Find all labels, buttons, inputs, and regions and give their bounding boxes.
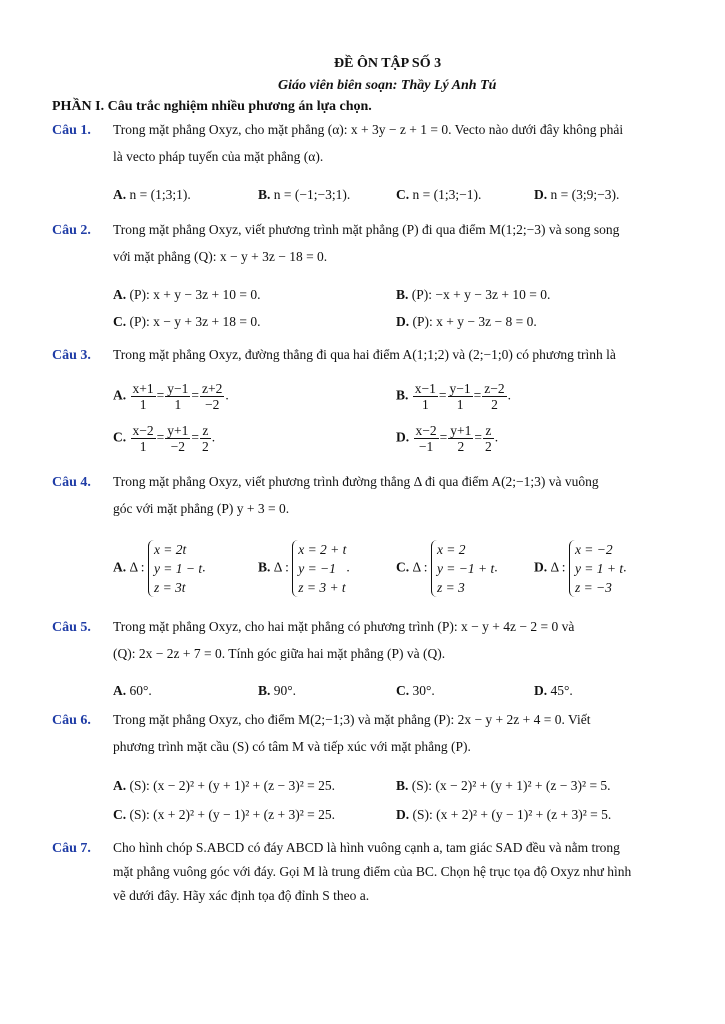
question-label: Câu 7. [52,841,91,856]
option-d: D. 45°. [534,683,573,698]
part-heading: PHẦN I. Câu trắc nghiệm nhiều phương án lựa chọn. [52,99,372,114]
question-text: là vecto pháp tuyến của mặt phẳng (α). [113,149,324,164]
document-title: ĐỀ ÔN TẬP SỐ 3 [334,56,442,71]
option-c: C. (S): (x + 2)² + (y − 1)² + (z + 3)² = 25. [113,807,336,822]
option-b: B. (S): (x − 2)² + (y + 1)² + (z − 3)² = 5. [396,778,611,793]
question-label: Câu 6. [52,713,91,728]
option-a: A. Δ : x = 2t y = 1 − t z = 3t . [113,542,206,595]
question-text: Cho hình chóp S.ABCD có đáy ABCD là hình vuông cạnh a, tam giác SAD đều và nằm trong [113,840,620,855]
option-c: C. n = (1;3;−1). [396,187,482,202]
question-label: Câu 1. [52,123,91,138]
question-text: Trong mặt phẳng Oxyz, cho hai mặt phẳng có phương trình (P): x − y + 4z − 2 = 0 và [113,619,575,634]
question-text: góc với mặt phẳng (P) y + 3 = 0. [113,501,290,516]
option-a: A. (S): (x − 2)² + (y + 1)² + (z − 3)² = 25. [113,778,336,793]
question-text: (Q): 2x − 2z + 7 = 0. Tính góc giữa hai mặt phẳng (P) và (Q). [113,646,446,661]
option-a: A. $\frac{x+1}{1}$ = $\frac{y-1}{1}$ = $\frac{z+2}{-2}$ . [113,381,229,412]
question-label: Câu 4. [52,475,91,490]
question-label: Câu 5. [52,620,91,635]
question-text: với mặt phẳng (Q): x − y + 3z − 18 = 0. [113,249,328,264]
option-c: C. Δ : x = 2 y = −1 + t z = 3 . [396,542,498,595]
option-b: B. 90°. [258,683,297,698]
question-text: Trong mặt phẳng Oxyz, cho mặt phẳng (α): x + 3y − z + 1 = 0. Vecto nào dưới đây không phải [113,122,624,137]
question-text: Trong mặt phẳng Oxyz, cho điểm M(2;−1;3) và mặt phẳng (P): 2x − y + 2z + 4 = 0. Viết [113,712,591,727]
option-d: D. (P): x + y − 3z − 8 = 0. [396,314,537,329]
question-text: Trong mặt phẳng Oxyz, viết phương trình đường thẳng Δ đi qua điểm A(2;−1;3) và vuông [113,474,599,489]
option-a: A. (P): x + y − 3z + 10 = 0. [113,287,261,302]
question-text: Trong mặt phẳng Oxyz, đường thẳng đi qua hai điểm A(1;1;2) và (2;−1;0) có phương trình là [113,347,616,362]
question-text: vẽ dưới đây. Hãy xác định tọa độ đỉnh S theo a. [113,888,370,903]
option-b: B. n = (−1;−3;1). [258,187,351,202]
option-d: D. (S): (x + 2)² + (y − 1)² + (z + 3)² = 5. [396,807,612,822]
question-text: phương trình mặt cầu (S) có tâm M và tiếp xúc với mặt phẳng (P). [113,739,471,754]
option-a: A. n = (1;3;1). [113,187,191,202]
option-b: B. Δ : x = 2 + t y = −1 z = 3 + t . [258,542,350,595]
option-b: B. $\frac{x-1}{1}$ = $\frac{y-1}{1}$ = $\frac{z-2}{2}$ . [396,381,511,412]
question-text: Trong mặt phẳng Oxyz, viết phương trình mặt phẳng (P) đi qua điểm M(1;2;−3) và song song [113,222,620,237]
question-label: Câu 2. [52,223,91,238]
author-line: Giáo viên biên soạn: Thầy Lý Anh Tú [278,78,497,93]
option-c: C. 30°. [396,683,435,698]
option-d: D. n = (3;9;−3). [534,187,620,202]
option-c: C. (P): x − y + 3z + 18 = 0. [113,314,261,329]
option-a: A. 60°. [113,683,152,698]
question-text: mặt phẳng vuông góc với đáy. Gọi M là trung điểm của BC. Chọn hệ trục tọa độ Oxyz như hình [113,864,632,879]
option-d: D. Δ : x = −2 y = 1 + t z = −3 . [534,542,627,595]
option-d: D. $\frac{x-2}{-1}$ = $\frac{y+1}{2}$ = $\frac{z}{2}$ . [396,423,499,454]
option-c: C. $\frac{x-2}{1}$ = $\frac{y+1}{-2}$ = $\frac{z}{2}$ . [113,423,216,454]
option-b: B. (P): −x + y − 3z + 10 = 0. [396,287,551,302]
question-label: Câu 3. [52,348,91,363]
